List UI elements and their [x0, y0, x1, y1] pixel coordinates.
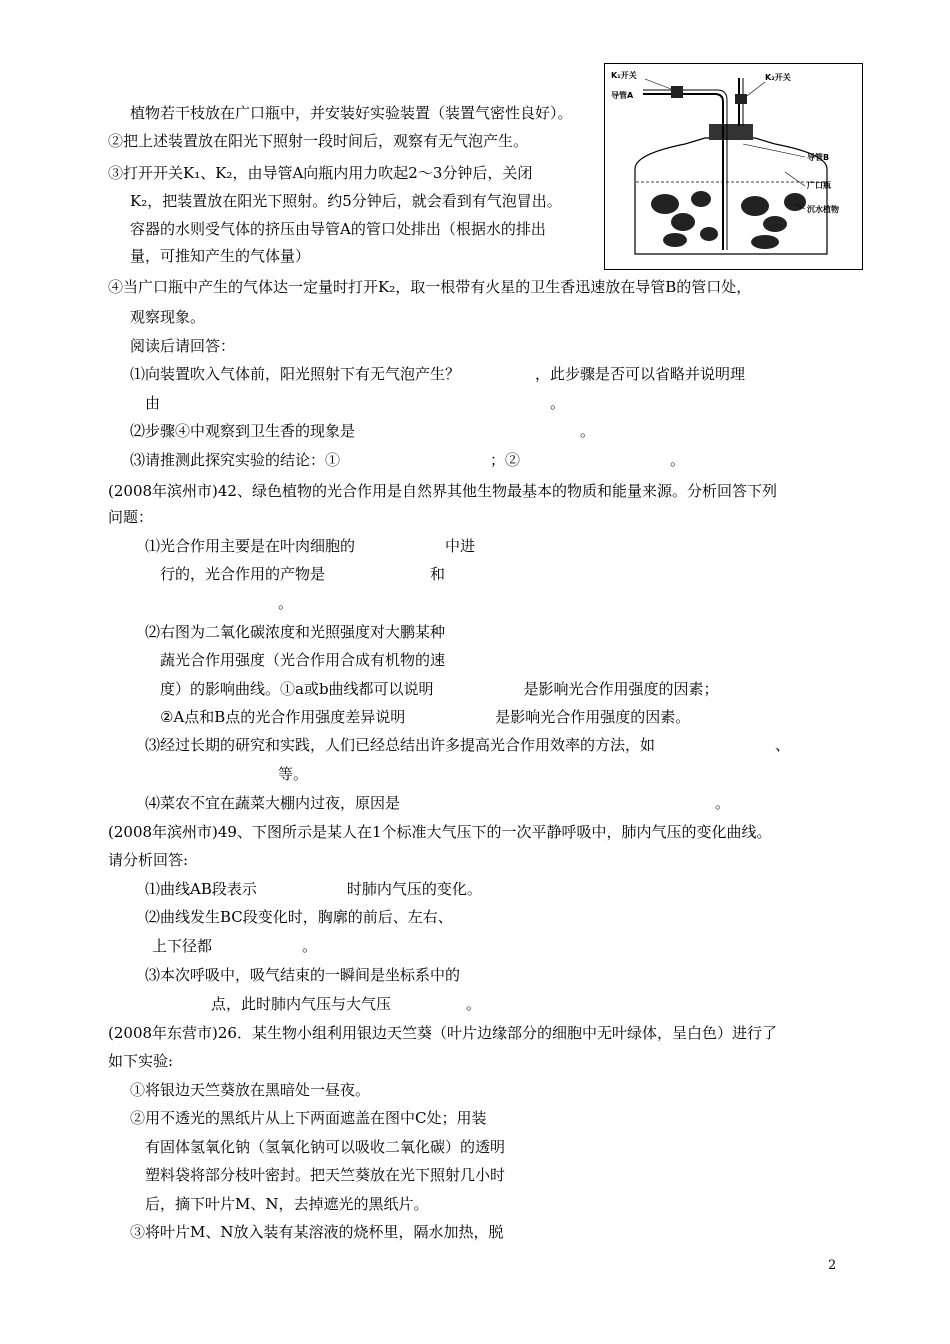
label-k2: K₂开关	[765, 73, 791, 82]
text-line: ②用不透光的黑纸片从上下两面遮盖在图中C处；用装	[130, 1109, 487, 1127]
text-line: ⑵曲线发生BC段变化时，胸廓的前后、左右、	[145, 908, 453, 926]
stopper	[709, 124, 753, 140]
text-line: ⑴曲线AB段表示 时肺内气压的变化。	[145, 880, 482, 898]
text-line: 如下实验:	[108, 1052, 174, 1070]
text-line: 量，可推知产生的气体量）	[130, 247, 311, 265]
text-line: 后，摘下叶片M、N，去掉遮光的黑纸片。	[145, 1195, 429, 1213]
text-line: 问题：	[108, 508, 154, 526]
text-line: 由 。	[145, 394, 566, 412]
text-line: ③打开开关K₁、K₂，由导管A向瓶内用力吹起2～3分钟后，关闭	[108, 164, 533, 182]
text-line: (2008年东营市)26．某生物小组利用银边天竺葵（叶片边缘部分的细胞中无叶绿体，呈白色）进行了	[108, 1024, 777, 1042]
apparatus-diagram	[604, 63, 863, 270]
page-number: 2	[828, 1258, 837, 1273]
k1-valve	[671, 86, 683, 98]
apparatus-svg	[605, 64, 862, 269]
plant-mass	[651, 191, 806, 249]
text-line: ⑴光合作用主要是在叶肉细胞的 中进	[145, 537, 476, 555]
text-line: 度）的影响曲线。①a或b曲线都可以说明 是影响光合作用强度的因素；	[160, 680, 719, 698]
text-line: 容器的水则受气体的挤压由导管A的管口处排出（根据水的排出	[130, 220, 546, 238]
text-line: 。	[278, 594, 294, 612]
text-line: ①将银边天竺葵放在黑暗处一昼夜。	[130, 1081, 371, 1099]
label-tube-b: 导管B	[807, 153, 830, 162]
text-line: 点，此时肺内气压与大气压 。	[211, 995, 482, 1013]
text-line: ⑵右图为二氧化碳浓度和光照强度对大鹏某种	[145, 623, 446, 641]
text-line: 塑料袋将部分枝叶密封。把天竺葵放在光下照射几小时	[145, 1166, 506, 1184]
text-line: 有固体氢氧化钠（氢氧化钠可以吸收二氧化碳）的透明	[145, 1138, 506, 1156]
label-tube-a: 导管A	[611, 91, 634, 100]
text-line: K₂，把装置放在阳光下照射。约5分钟后，就会看到有气泡冒出。	[130, 192, 562, 210]
text-line: ⑶请推测此探究实验的结论：① ；② 。	[130, 451, 686, 469]
text-line: ⑵步骤④中观察到卫生香的现象是 。	[130, 422, 596, 440]
text-line: ③将叶片M、N放入装有某溶液的烧杯里，隔水加热，脱	[130, 1223, 504, 1241]
text-line: ②把上述装置放在阳光下照射一段时间后，观察有无气泡产生。	[108, 132, 529, 150]
text-line: ⑶本次呼吸中，吸气结束的一瞬间是坐标系中的	[145, 966, 461, 984]
text-line: ⑷菜农不宜在蔬菜大棚内过夜，原因是 。	[145, 794, 731, 812]
text-line: ⑴向装置吹入气体前，阳光照射下有无气泡产生？ ，此步骤是否可以省略并说明理	[130, 365, 746, 383]
label-plant: 沉水植物	[807, 205, 839, 214]
text-line: ⑶经过长期的研究和实践，人们已经总结出许多提高光合作用效率的方法，如 、	[145, 736, 791, 754]
k2-valve	[735, 94, 747, 104]
text-line: 等。	[278, 765, 309, 783]
label-jar: 广口瓶	[807, 181, 831, 190]
text-line: 上下径都 。	[152, 937, 318, 955]
text-line: ②A点和B点的光合作用强度差异说明 是影响光合作用强度的因素。	[160, 708, 691, 726]
text-line: 植物若干枝放在广口瓶中，并安装好实验装置（装置气密性良好）。	[130, 104, 573, 122]
text-line: 阅读后请回答：	[130, 337, 236, 355]
text-line: 行的，光合作用的产物是 和	[160, 565, 446, 583]
text-line: 蔬光合作用强度（光合作用合成有机物的速	[160, 651, 446, 669]
text-line: ④当广口瓶中产生的气体达一定量时打开K₂，取一根带有火星的卫生香迅速放在导管B的管口处，	[108, 278, 752, 296]
label-k1: K₁开关	[611, 71, 637, 80]
text-line: 观察现象。	[130, 308, 206, 326]
text-line: (2008年滨州市)49、下图所示是某人在1个标准大气压下的一次平静呼吸中，肺内气压的变化曲线。	[108, 823, 772, 841]
text-line: 请分析回答:	[108, 851, 189, 869]
text-line: (2008年滨州市)42、绿色植物的光合作用是自然界其他生物最基本的物质和能量来源。分析回答下列	[108, 482, 777, 500]
